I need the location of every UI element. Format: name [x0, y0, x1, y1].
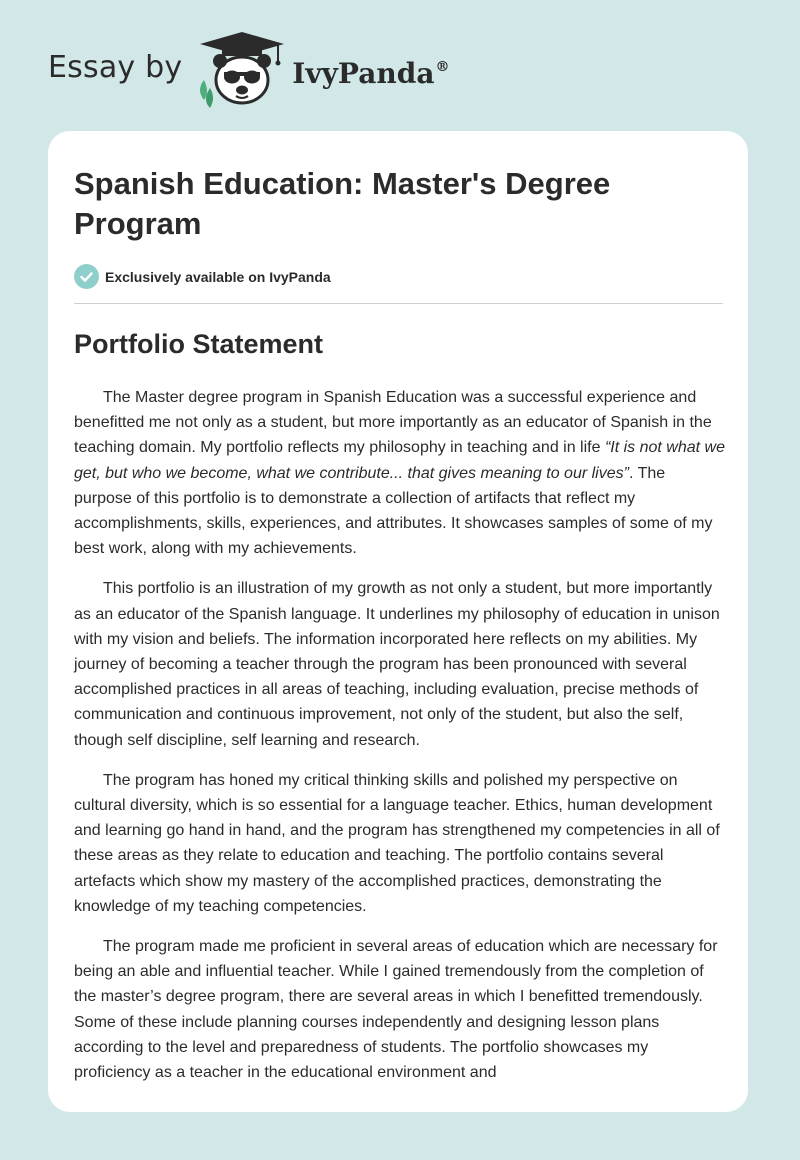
registered-mark: ® — [435, 58, 450, 75]
paragraph-1-text-end: . The purpose of this portfolio is to demonstrate a collection of artifacts that reflect my accomplishments, skills, experiences, and attributes. It showcases samples of some of my best work, along with my achievements. — [74, 464, 713, 558]
title-divider — [74, 303, 723, 304]
paragraph-2: This portfolio is an illustration of my growth as not only a student, but more importantly as an educator of the Spanish language. It underlines my philosophy of education in unison with my vision and beliefs. The information incorporated here reflects on my abilities. My journey of becoming a teacher through the program has been pronounced with several accomplished practices in all areas of teaching, including evaluation, precise methods of communication and continuous improvement, not only of the student, but also the self, though self discipline, self learning and research. — [74, 580, 720, 749]
check-circle-icon — [74, 264, 99, 289]
paragraph-1 — [74, 385, 726, 561]
page-title: Spanish Education: Master's Degree Program — [74, 166, 611, 241]
paragraph-3: The program has honed my critical thinking skills and polished my perspective on cultural diversity, which is so essential for a language teacher. Ethics, human development and learning go hand in hand, and the program has strengthened my competencies in all of these areas as they relate to education and teaching. The portfolio contains several artefacts which show my mastery of the accomplished practices, demonstrating the knowledge of my teaching competencies. — [74, 771, 720, 915]
panda-graduate-logo-icon[interactable] — [196, 28, 288, 108]
paragraph-4: The program made me proficient in several areas of education which are necessary for being an able and influential teacher. While I gained tremendously from the completion of the master’s degree program, there are several areas in which I benefitted tremendously. Some of these include planning courses independently and designing lesson plans according to the level and preparedness of students. The portfolio showcases my proficiency as a teacher in the educational environment and — [74, 938, 718, 1082]
site-header — [48, 30, 548, 110]
philosophy-quote: “It is not what we get, but who we become, what we contribute... that gives meaning to our lives” — [74, 439, 725, 482]
section-heading: Portfolio Statement — [74, 329, 324, 359]
exclusive-badge — [74, 264, 331, 289]
exclusive-badge-text: Exclusively available on IvyPanda — [105, 268, 331, 285]
essay-body — [74, 385, 726, 1100]
essay-card — [48, 131, 748, 1112]
brand-text: IvyPanda — [292, 56, 435, 90]
ivypanda-brand-name[interactable] — [292, 57, 449, 90]
essay-by-label: Essay by — [48, 49, 183, 85]
paragraph-1-text: The Master degree program in Spanish Education was a successful experience and benefitted me not only as a student, but more importantly as an educator of Spanish in the teaching domain. My portfolio reflects my philosophy in teaching and in life — [74, 389, 712, 457]
